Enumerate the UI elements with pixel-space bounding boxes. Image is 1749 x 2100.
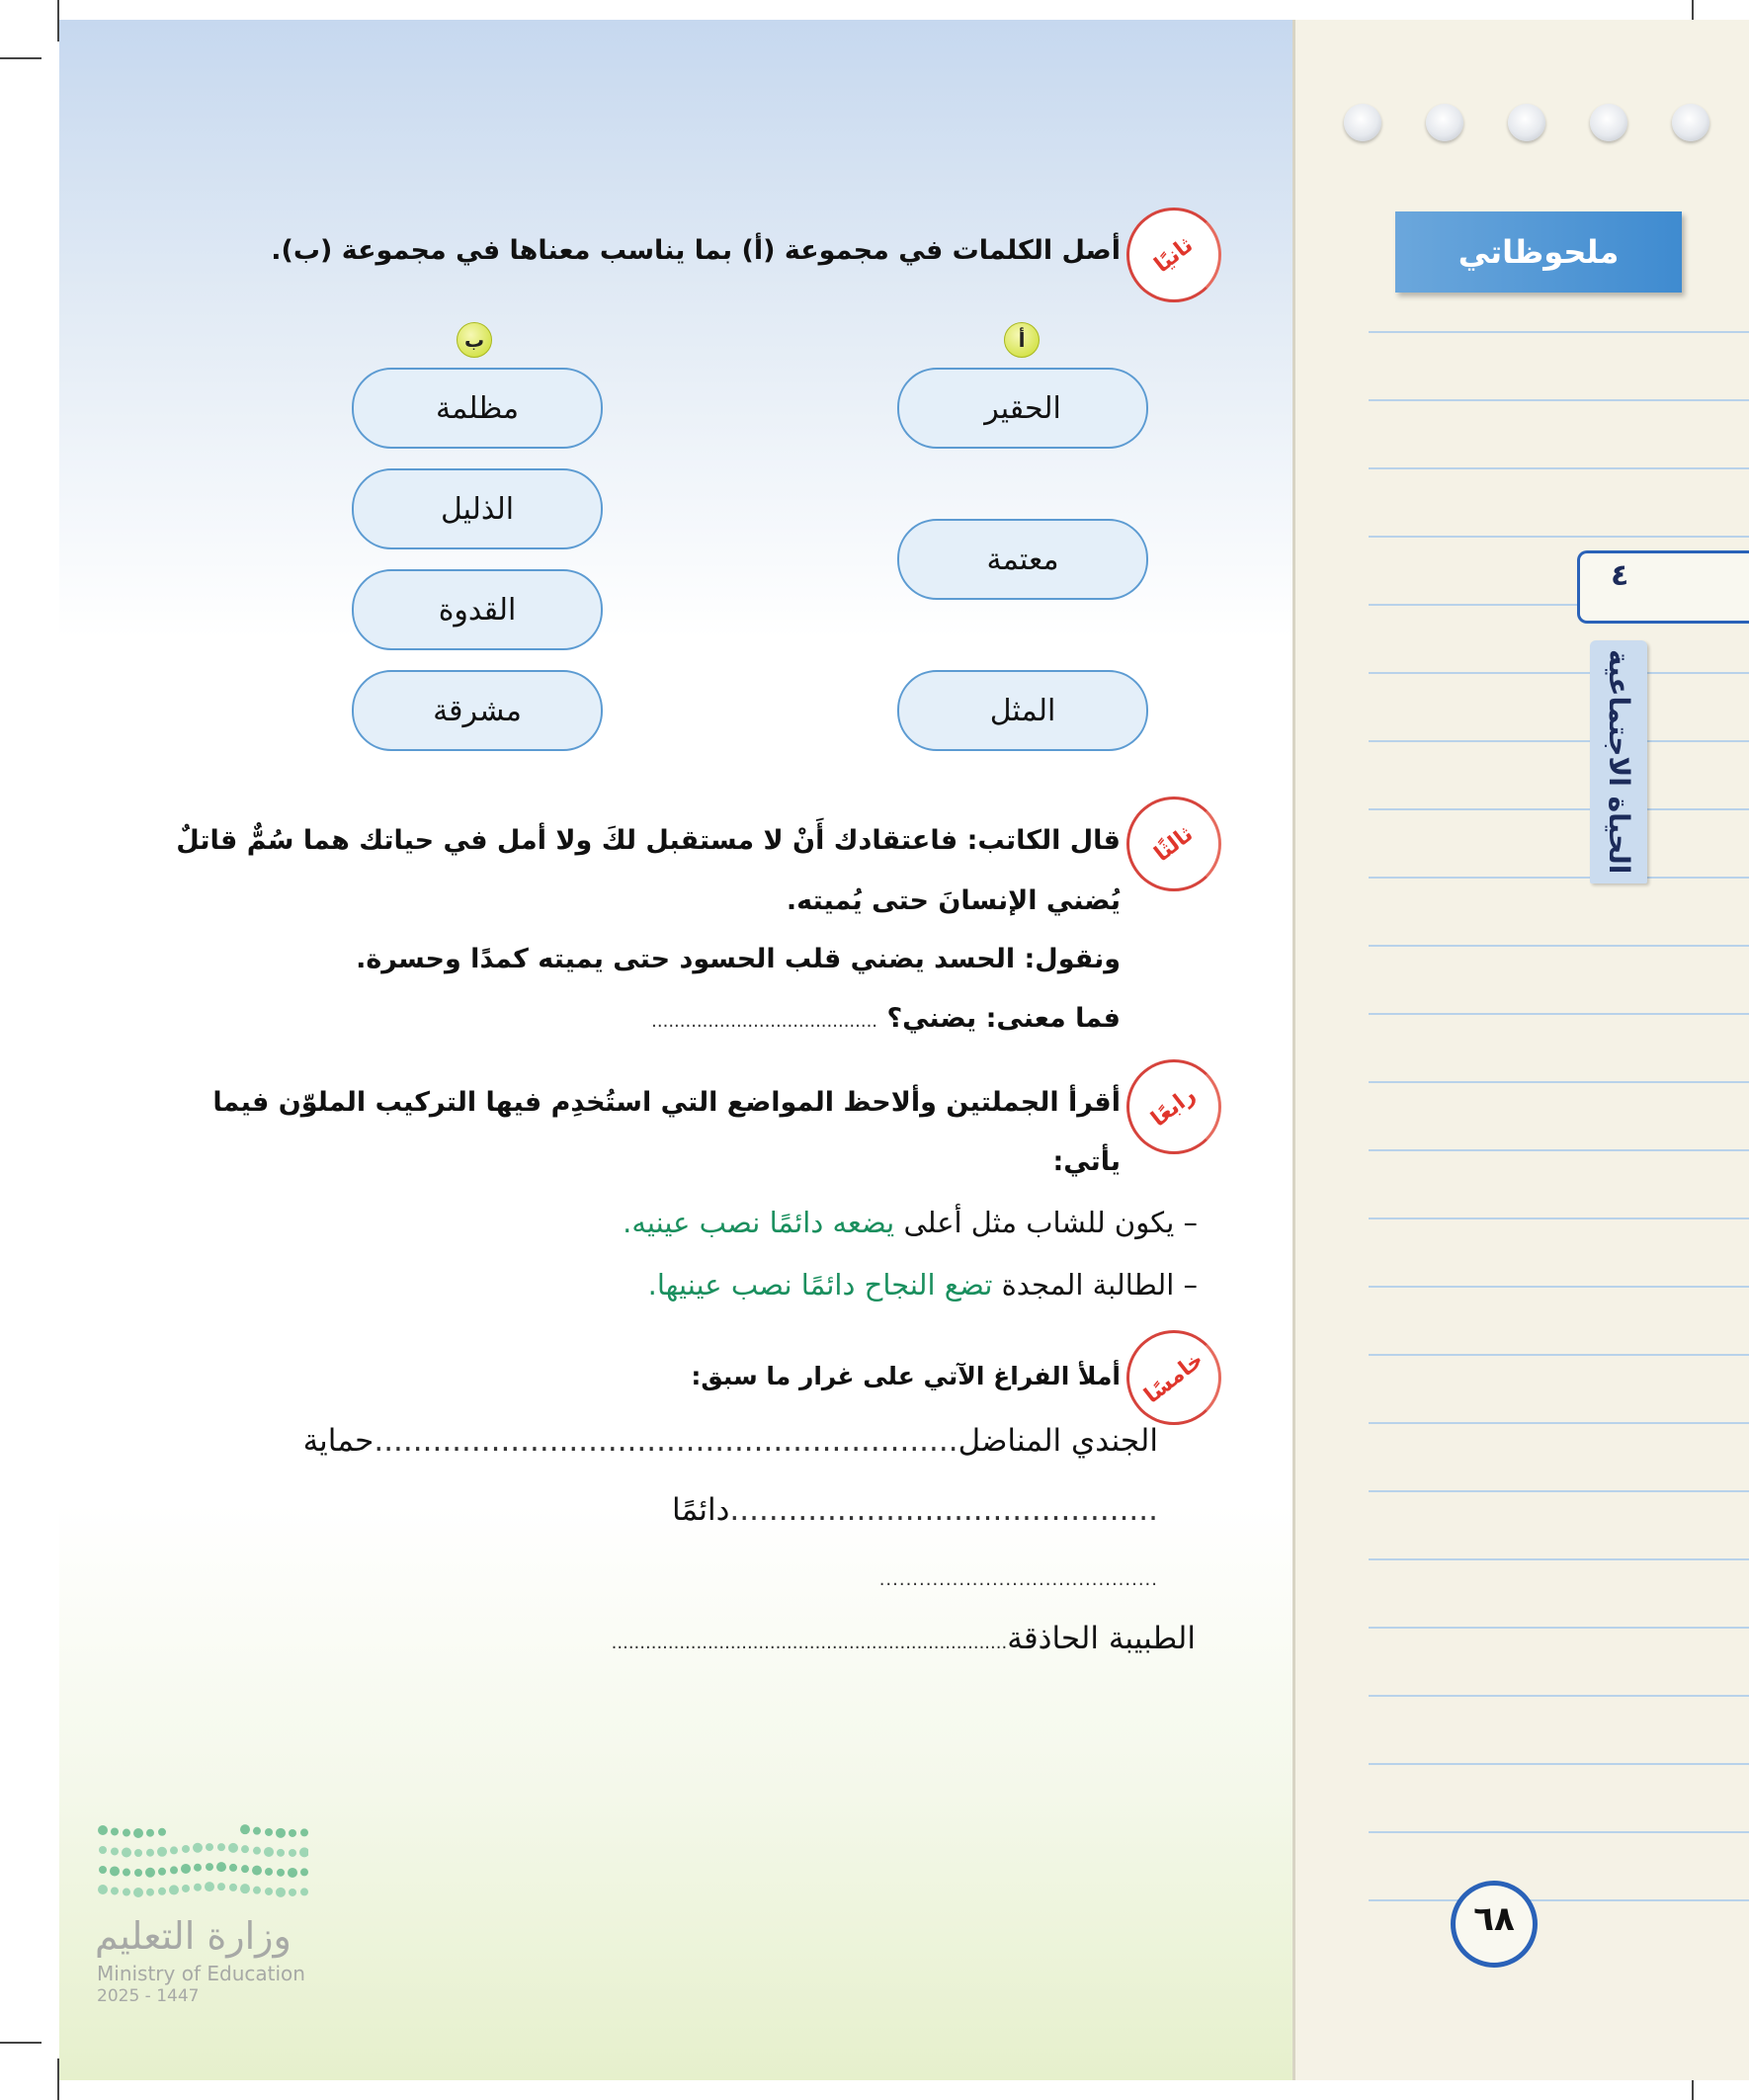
group-a-label: أ: [1018, 328, 1026, 352]
note-line: [1369, 877, 1749, 879]
group-b-word[interactable]: [352, 468, 603, 549]
binder-hole: [1344, 104, 1381, 141]
badge-fourth-label: رابعًا: [1146, 1082, 1202, 1132]
group-a-word[interactable]: [897, 368, 1148, 449]
group-a-word[interactable]: [897, 670, 1148, 751]
note-line: [1369, 1899, 1749, 1901]
note-line: [1369, 536, 1749, 538]
example-sentence-1: [623, 1206, 1198, 1239]
badge-fifth: [1126, 1330, 1221, 1425]
fill-row-2-blank[interactable]: ............................................: [729, 1492, 1158, 1528]
ministry-name-en: Ministry of Education: [97, 1962, 305, 1985]
note-line: [1369, 1695, 1749, 1697]
badge-fourth: [1126, 1059, 1221, 1154]
note-line: [1369, 1627, 1749, 1629]
group-b-label: ب: [463, 328, 485, 352]
ministry-logo-icon: [97, 1820, 308, 1909]
fill-row-1-blank[interactable]: ............................................................: [374, 1423, 958, 1459]
group-b-marker: [457, 322, 492, 358]
fill-row-4: [612, 1621, 1196, 1656]
meaning-line-2: يُضني الإنسانَ حتى يُميته.: [786, 885, 1121, 916]
note-line: [1369, 672, 1749, 674]
example-sentence-2: [648, 1268, 1198, 1302]
read-instruction-2: يأتي:: [1052, 1146, 1121, 1177]
note-line: [1369, 1081, 1749, 1083]
note-line: [1369, 399, 1749, 401]
word-label: الحقير: [984, 390, 1061, 426]
badge-third-label: ثالثًا: [1149, 821, 1199, 867]
fill-row-2: [672, 1492, 1158, 1528]
sentence-1-colored: يضعه دائمًا نصب عينيه.: [623, 1206, 895, 1239]
word-label: الذليل: [440, 491, 515, 527]
notes-tab: [1395, 211, 1682, 293]
sentence-1-dash: –: [1183, 1206, 1198, 1239]
note-line: [1369, 467, 1749, 469]
binder-hole: [1590, 104, 1627, 141]
badge-second-label: ثانيًا: [1149, 232, 1199, 278]
fill-row-2-end: دائمًا: [672, 1492, 730, 1528]
note-line: [1369, 1422, 1749, 1424]
group-b-word[interactable]: [352, 670, 603, 751]
group-a-word[interactable]: [897, 519, 1148, 600]
ministry-name-ar: وزارة التعليم: [95, 1914, 292, 1958]
word-label: القدوة: [438, 592, 517, 628]
page-number: ٦٨: [1473, 1899, 1515, 1939]
word-label: معتمة: [986, 542, 1059, 577]
note-line: [1369, 1558, 1749, 1560]
badge-second: [1126, 208, 1221, 302]
note-line: [1369, 1013, 1749, 1015]
badge-fifth-label: خامسًا: [1139, 1347, 1208, 1408]
sentence-2-colored: تضع النجاح دائمًا نصب عينيها.: [647, 1268, 993, 1302]
sentence-2-dash: –: [1183, 1268, 1198, 1302]
group-b-word[interactable]: [352, 569, 603, 650]
meaning-question: [651, 1003, 1121, 1034]
note-line: [1369, 808, 1749, 810]
main-page: [59, 20, 1292, 2080]
match-instruction: أصل الكلمات في مجموعة (أ) بما يناسب معناها في مجموعة (ب).: [271, 235, 1121, 266]
group-a-marker: [1004, 322, 1040, 358]
note-line: [1369, 331, 1749, 333]
note-line: [1369, 1490, 1749, 1492]
badge-third: [1126, 797, 1221, 891]
fill-row-3: [879, 1569, 1158, 1590]
note-line: [1369, 1149, 1749, 1151]
sentence-1-plain: يكون للشاب مثل أعلى: [903, 1206, 1175, 1239]
note-line: [1369, 1354, 1749, 1356]
note-line: [1369, 945, 1749, 947]
binder-hole: [1672, 104, 1709, 141]
group-b-word[interactable]: [352, 368, 603, 449]
read-instruction-1: أقرأ الجملتين وألاحظ المواضع التي استُخدِم فيها التركيب الملوّن فيما: [212, 1087, 1121, 1118]
meaning-line-3: ونقول: الحسد يضني قلب الحسود حتى يميته كمدًا وحسرة.: [356, 944, 1121, 974]
fill-row-1-end: حماية: [302, 1423, 375, 1459]
meaning-line-1: قال الكاتب: فاعتقادك أَنْ لا مستقبل لكَ ولا أمل في حياتك هما سُمٌّ قاتلٌ: [176, 825, 1121, 856]
note-line: [1369, 1218, 1749, 1219]
fill-row-1: [303, 1423, 1158, 1459]
meaning-question-text: فما معنى: يضني؟: [886, 1003, 1121, 1034]
unit-number-box: [1577, 550, 1749, 624]
binder-hole: [1426, 104, 1463, 141]
note-line: [1369, 1763, 1749, 1765]
word-label: مظلمة: [435, 390, 520, 426]
fill-row-3-blank[interactable]: ..........................................: [878, 1569, 1158, 1590]
fill-instruction: أملأ الفراغ الآتي على غرار ما سبق:: [691, 1362, 1121, 1390]
notes-column: [1292, 20, 1749, 2080]
note-line: [1369, 740, 1749, 742]
note-line: [1369, 1831, 1749, 1833]
binder-hole: [1508, 104, 1545, 141]
unit-title: الحياة الاجتماعية: [1603, 649, 1635, 875]
fill-row-4-blank[interactable]: ......................................................................: [611, 1633, 1008, 1653]
sentence-2-plain: الطالبة المجدة: [1001, 1268, 1175, 1302]
meaning-answer-blank[interactable]: ........................................: [651, 1011, 878, 1032]
fill-row-4-start: الطبيبة الحاذقة: [1007, 1621, 1196, 1656]
ministry-year: 2025 - 1447: [97, 1986, 200, 2006]
note-line: [1369, 1286, 1749, 1288]
notes-tab-label: ملحوظاتي: [1458, 233, 1620, 271]
crop-mark: [0, 2042, 42, 2044]
word-label: مشرقة: [433, 693, 522, 728]
fill-row-1-start: الجندي المناضل: [958, 1423, 1158, 1459]
crop-mark: [0, 57, 42, 59]
word-label: المثل: [989, 693, 1056, 728]
unit-number: ٤: [1611, 558, 1629, 593]
